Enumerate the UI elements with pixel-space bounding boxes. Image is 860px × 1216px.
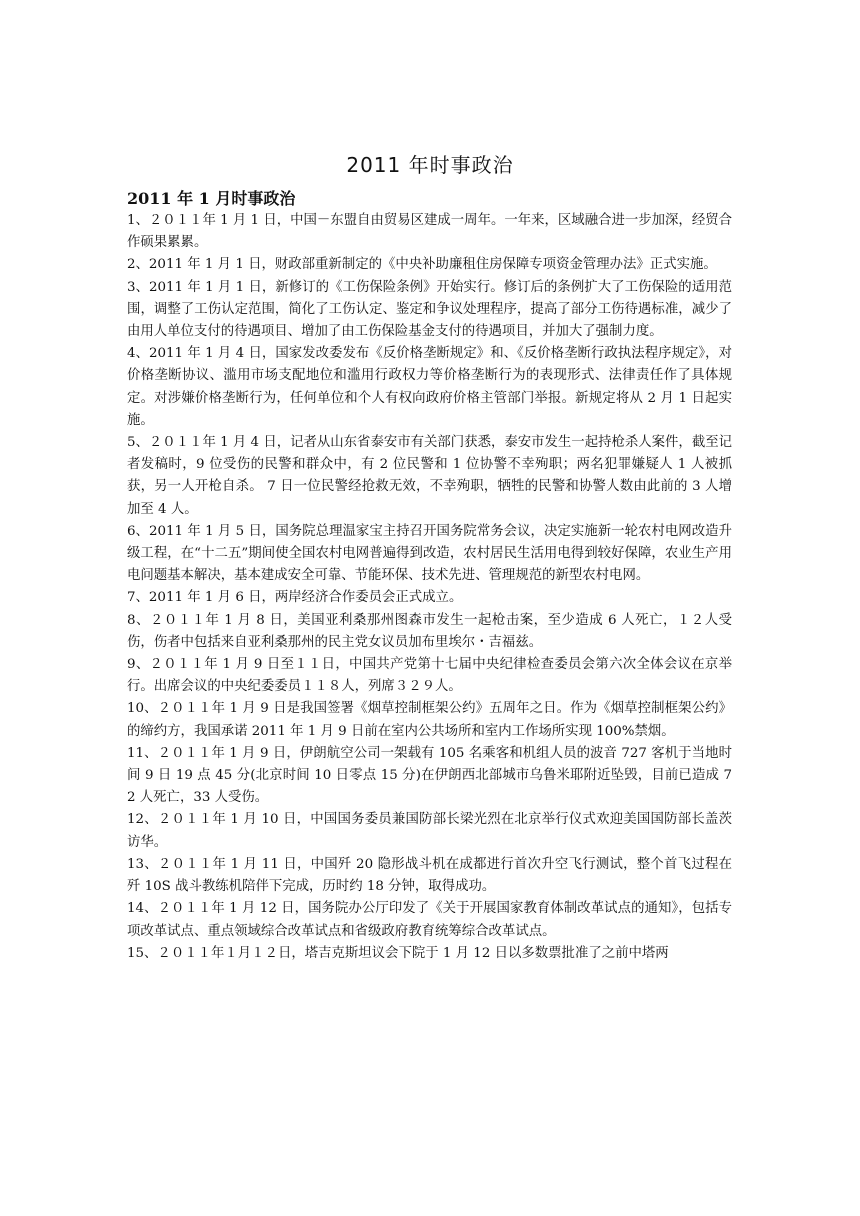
paragraph-15: 15、２０１１年１月１２日，塔吉克斯坦议会下院于 1 月 12 日以多数票批准了之前中塔两	[127, 945, 669, 961]
paragraph-5: 5、２０１１年 1 月 4 日，记者从山东省泰安市有关部门获悉，泰安市发生一起持枪杀人案件，截至记者发稿时，9 位受伤的民警和群众中，有 2 位民警和 1 位协警不幸殉职；两名犯罪嫌疑人 1 人被抓获，另一人开枪自杀。 7 日一位民警经抢救无效，不幸殉职，牺牲的民警和协警人数由此前的 3 人增加至 4 人。	[127, 435, 732, 517]
paragraph-12: 12、２０１１年 1 月 10 日，中国国务委员兼国防部长梁光烈在北京举行仪式欢迎美国国防部长盖茨访华。	[127, 812, 732, 850]
paragraph-3: 3、2011 年 1 月 1 日，新修订的《工伤保险条例》开始实行。修订后的条例扩大了工伤保险的适用范围，调整了工伤认定范围，简化了工伤认定、鉴定和争议处理程序，提高了部分工伤待遇标准，减少了由用人单位支付的待遇项目、增加了由工伤保险基金支付的待遇项目，并加大了强制力度。	[127, 279, 732, 340]
paragraph-4: 4、2011 年 1 月 4 日，国家发改委发布《反价格垄断规定》和、《反价格垄断行政执法程序规定》，对价格垄断协议、滥用市场支配地位和滥用行政权力等价格垄断行为的表现形式、法律责任作了具体规定。对涉嫌价格垄断行为，任何单位和个人有权向政府价格主管部门举报。新规定将从 2 月 1 日起实施。	[127, 346, 732, 428]
paragraph-2: 2、2011 年 1 月 1 日，财政部重新制定的《中央补助廉租住房保障专项资金管理办法》正式实施。	[127, 257, 717, 273]
paragraph-10: 10、２０１１年 1 月 9 日是我国签署《烟草控制框架公约》五周年之日。作为《烟草控制框架公约》的缔约方，我国承诺 2011 年 1 月 9 日前在室内公共场所和室内工作场所实现 100%禁烟。	[127, 701, 732, 739]
document-body	[127, 188, 732, 965]
paragraph-9: 9、２０１１年 1 月 9 日至１１日，中国共产党第十七届中央纪律检查委员会第六次全体会议在京举行。出席会议的中央纪委委员１１８人，列席３２９人。	[127, 657, 732, 695]
document-title: 2011 年时事政治	[346, 153, 514, 177]
paragraph-14: 14、２０１１年 1 月 12 日，国务院办公厅印发了《关于开展国家教育体制改革试点的通知》，包括专项改革试点、重点领域综合改革试点和省级政府教育统筹综合改革试点。	[127, 901, 732, 939]
paragraph-1: 1、２０１１年 1 月 1 日，中国－东盟自由贸易区建成一周年。一年来，区域融合进一步加深，经贸合作硕果累累。	[127, 213, 732, 251]
paragraph-11: 11、２０１１年 1 月 9 日，伊朗航空公司一架载有 105 名乘客和机组人员的波音 727 客机于当地时间 9 日 19 点 45 分(北京时间 10 日零点 15 分)在伊朗西北部城市乌鲁米耶附近坠毁，目前已造成 72 人死亡，33 人受伤。	[127, 745, 732, 806]
paragraph-8: 8、２０１１年 1 月 8 日，美国亚利桑那州图森市发生一起枪击案，至少造成 6 人死亡，１２人受伤，伤者中包括来自亚利桑那州的民主党女议员加布里埃尔・吉福兹。	[127, 612, 732, 650]
paragraph-6: 6、2011 年 1 月 5 日，国务院总理温家宝主持召开国务院常务会议，决定实施新一轮农村电网改造升级工程，在“十二五”期间使全国农村电网普遍得到改造，农村居民生活用电得到较好保障，农业生产用电问题基本解决，基本建成安全可靠、节能环保、技术先进、管理规范的新型农村电网。	[127, 523, 732, 584]
paragraph-7: 7、2011 年 1 月 6 日，两岸经济合作委员会正式成立。	[127, 590, 463, 606]
paragraph-13: 13、２０１１年 1 月 11 日，中国歼 20 隐形战斗机在成都进行首次升空飞行测试，整个首飞过程在歼 10S 战斗教练机陪伴下完成，历时约 18 分钟，取得成功。	[127, 856, 732, 895]
section-heading: 2011 年 1 月时事政治	[127, 189, 296, 208]
